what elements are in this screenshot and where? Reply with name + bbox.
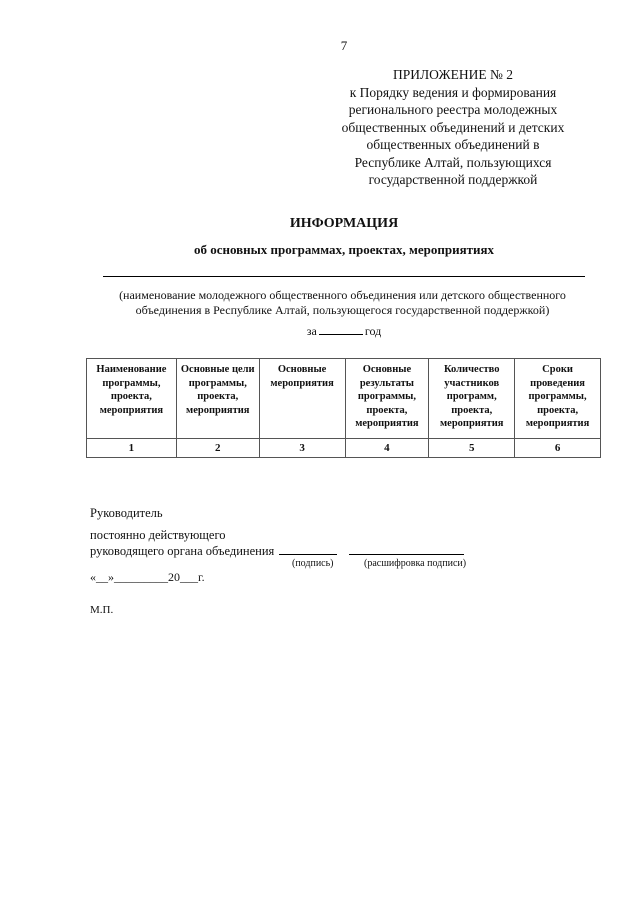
signature-decode-blank [349, 543, 464, 555]
column-number: 2 [176, 439, 259, 458]
organization-name-line [103, 276, 585, 277]
table-header-row [87, 359, 601, 439]
column-number: 1 [87, 439, 177, 458]
table-header-cell: Наименование программы, проекта, мероприятия [87, 359, 177, 439]
appendix-block [318, 66, 588, 189]
appendix-line: общественных объединений и детских [341, 119, 565, 135]
head-line-1: постоянно действующего [90, 528, 226, 542]
table-header-cell: Основные цели программы, проекта, мероприятия [176, 359, 259, 439]
document-title: ИНФОРМАЦИЯ [289, 216, 399, 231]
year-blank [319, 324, 363, 335]
period-suffix: год [364, 324, 382, 338]
head-label: Руководитель [90, 506, 163, 520]
column-number: 3 [259, 439, 345, 458]
table-header-cell: Количество участников программ, проекта, мероприятия [429, 359, 515, 439]
page-number: 7 [340, 38, 348, 53]
appendix-line: общественных объединений в [366, 137, 540, 152]
table-row [87, 439, 601, 458]
date-line: «__»_________20___г. [90, 570, 205, 584]
stamp-place: М.П. [90, 604, 114, 616]
appendix-line: к Порядку ведения и формирования [349, 84, 557, 100]
column-number: 6 [515, 439, 601, 458]
appendix-line: регионального реестра молодежных [348, 102, 558, 117]
table-header-cell: Сроки проведения программы, проекта, мероприятия [515, 359, 601, 439]
signature-blank [279, 543, 337, 555]
column-number: 4 [345, 439, 429, 458]
signature-caption: (подпись) [292, 558, 334, 569]
appendix-line: ПРИЛОЖЕНИЕ № 2 [392, 67, 514, 82]
programs-table [86, 358, 601, 458]
signature-decode-caption: (расшифровка подписи) [364, 558, 467, 569]
table-header-cell: Основные мероприятия [259, 359, 345, 439]
appendix-line: государственной поддержкой [368, 172, 538, 187]
column-number: 5 [429, 439, 515, 458]
table-header-cell: Основные результаты программы, проекта, мероприятия [345, 359, 429, 439]
appendix-line: Республике Алтай, пользующихся [354, 154, 552, 170]
organization-caption: (наименование молодежного общественного объединения или детского общественного объединения в Республике Алтай, пользующегося государственной поддержкой) [119, 288, 566, 317]
reporting-period [0, 324, 640, 339]
period-prefix: за [306, 324, 317, 338]
head-line-2-text: руководящего органа объединения [90, 544, 275, 558]
document-subtitle: об основных программах, проектах, мероприятиях [193, 242, 495, 257]
head-line-2 [90, 543, 464, 559]
